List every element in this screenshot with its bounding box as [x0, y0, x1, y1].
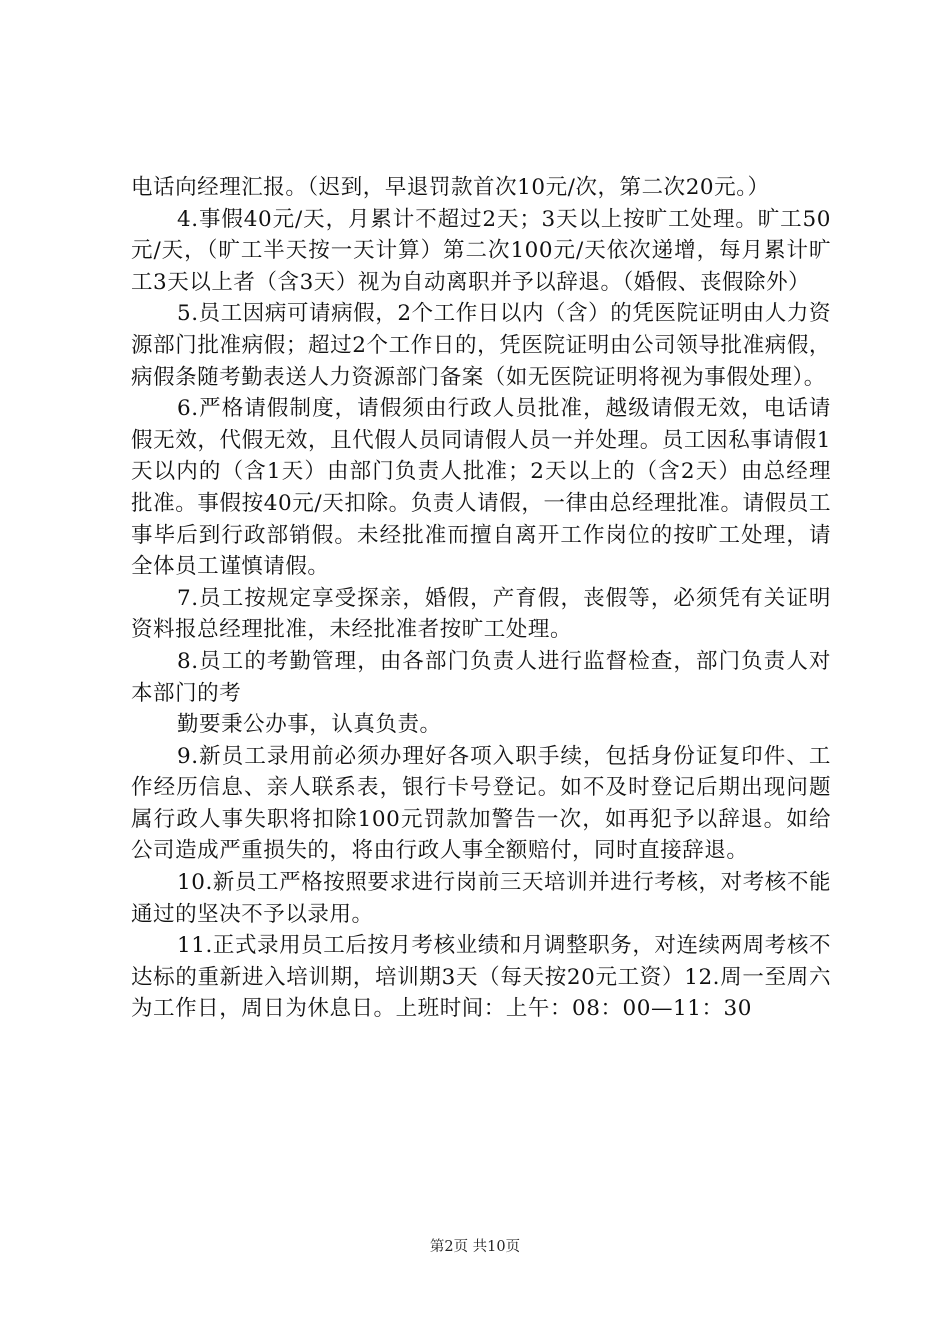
paragraph-item-7: 7.员工按规定享受探亲，婚假，产育假，丧假等，必须凭有关证明资料报总经理批准，未经批准者按旷工处理。 — [131, 585, 831, 643]
paragraph-continuation: 电话向经理汇报。（迟到，早退罚款首次10元/次，第二次20元。） — [131, 175, 770, 200]
document-body — [131, 172, 831, 1025]
paragraph-item-10: 10.新员工严格按照要求进行岗前三天培训并进行考核，对考核不能通过的坚决不予以录用。 — [131, 870, 831, 927]
paragraph-item-4: 4.事假40元/天，月累计不超过2天；3天以上按旷工处理。旷工50元/天，（旷工半天按一天计算）第二次100元/天依次递增，每月累计旷工3天以上者（含3天）视为自动离职并予以辞退。（婚假、丧假除外） — [131, 206, 831, 295]
paragraph-item-5: 5.员工因病可请病假，2个工作日以内（含）的凭医院证明由人力资源部门批准病假；超过2个工作日的，凭医院证明由公司领导批准病假，病假条随考勤表送人力资源部门备案（如无医院证明将视为事假处理）。 — [131, 301, 831, 390]
paragraph-item-8-continued: 勤要秉公办事，认真负责。 — [177, 712, 442, 738]
paragraph-item-6: 6.严格请假制度，请假须由行政人员批准，越级请假无效，电话请假无效，代假无效，且代假人员同请假人员一并处理。员工因私事请假1天以内的（含1天）由部门负责人批准；2天以上的（含2天）由总经理批准。事假按40元/天扣除。负责人请假，一律由总经理批准。请假员工事毕后到行政部销假。未经批准而擅自离开工作岗位的按旷工处理，请全体员工谨慎请假。 — [131, 396, 831, 580]
paragraph-item-11: 11.正式录用员工后按月考核业绩和月调整职务，对连续两周考核不达标的重新进入培训期，培训期3天（每天按20元工资）12.周一至周六为工作日，周日为休息日。上班时间：上午：08：00—11：30 — [131, 933, 831, 1022]
page-number-footer: 第2页 共10页 — [429, 1239, 521, 1255]
paragraph-item-9: 9.新员工录用前必须办理好各项入职手续，包括身份证复印件、工作经历信息、亲人联系表，银行卡号登记。如不及时登记后期出现问题属行政人事失职将扣除100元罚款加警告一次，如再犯予以辞退。如给公司造成严重损失的，将由行政人事全额赔付，同时直接辞退。 — [131, 743, 831, 864]
paragraph-item-8: 8.员工的考勤管理，由各部门负责人进行监督检查，部门负责人对本部门的考 — [131, 648, 831, 706]
